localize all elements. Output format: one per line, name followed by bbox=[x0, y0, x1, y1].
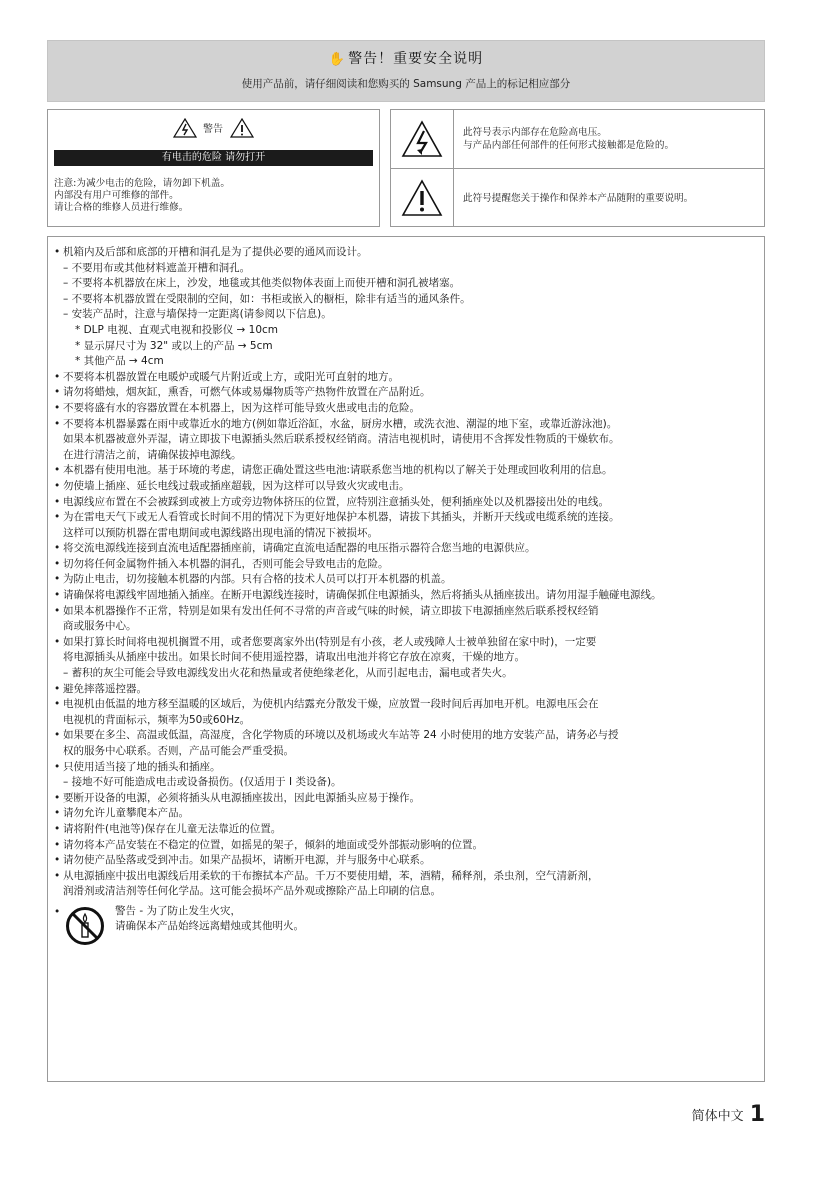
fire-warning-line: 请确保本产品始终远离蜡烛或其他明火。 bbox=[115, 919, 304, 932]
sub-item: * 其他产品 → 4cm bbox=[75, 355, 164, 368]
bullet-dot: • bbox=[54, 905, 61, 918]
page-number: 1 bbox=[749, 1102, 765, 1127]
bullet-continuation: 在进行清洁之前，请确保拔掉电源线。 bbox=[63, 448, 242, 461]
bullet-continuation: 如果本机器被意外弄湿，请立即拔下电源插头然后联系授权经销商。清洁电视机时，请使用不含挥发性物质的干燥软布。 bbox=[63, 433, 620, 446]
bullet-item: • 避免摔落遥控器。 bbox=[55, 682, 761, 698]
exclamation-warning-icon bbox=[230, 118, 254, 138]
lightning-icon-cell bbox=[391, 110, 454, 168]
caution-note: 内部没有用户可维修的部件。 bbox=[54, 190, 179, 202]
bullet-item: • 将交流电源线连接到直流电适配器插座前，请确定直流电适配器的电压指示器符合您当地的电源供应。 bbox=[55, 541, 761, 557]
bullet-item: • 为防止电击，切勿接触本机器的内部。只有合格的技术人员可以打开本机器的机盖。 bbox=[55, 572, 761, 588]
bullet-continuation: 这样可以预防机器在雷电期间或电源线路出现电涌的情况下被损坏。 bbox=[63, 526, 378, 539]
caution-notes bbox=[54, 178, 230, 215]
sub-item: – 不要将本机器放置在受限制的空间，如：书柜或嵌入的橱柜，除非有适当的通风条件。 bbox=[63, 292, 471, 305]
bullet-item: • 电视机由低温的地方移至温暖的区域后，为使机内结露充分散发干燥，应放置一段时间后再加电开机。电源电压会在 bbox=[55, 697, 761, 713]
lightning-symbol-row bbox=[391, 110, 764, 169]
sub-item: * 显示屏尺寸为 32" 或以上的产品 → 5cm bbox=[75, 339, 273, 352]
lightning-line: 与产品内部任何部件的任何形式接触都是危险的。 bbox=[463, 140, 675, 151]
sub-item: – 接地不好可能造成电击或设备损伤。(仅适用于 I 类设备)。 bbox=[63, 776, 342, 789]
bullet-continuation: 权的服务中心联系。否则，产品可能会严重受损。 bbox=[63, 745, 294, 757]
bullet-continuation: 商或服务中心。 bbox=[63, 620, 137, 633]
bullet-item: • 请将附件(电池等)保存在儿童无法靠近的位置。 bbox=[55, 822, 761, 838]
bullet-item: • 不要将盛有水的容器放置在本机器上，因为这样可能导致火患或电击的危险。 bbox=[55, 401, 761, 417]
sub-item: – 蓄积的灰尘可能会导致电源线发出火花和热量或者使绝缘老化，从而引起电击，漏电或者失火。 bbox=[63, 667, 513, 680]
bullet-item: • 要断开设备的电源，必须将插头从电源插座拔出，因此电源插头应易于操作。 bbox=[55, 791, 761, 807]
lightning-line: 此符号表示内部存在危险高电压。 bbox=[463, 127, 607, 138]
bullet-item: • 勿使墙上插座、延长电线过载或插座超载，因为这样可以导致火灾或电击。 bbox=[55, 479, 761, 495]
bullet-item: • 如果要在多尘、高温或低温，高湿度，含化学物质的环境以及机场或火车站等 24 小时使用的地方安装产品，请务必与授 bbox=[55, 728, 761, 744]
bullet-item: • 本机器有使用电池。基于环境的考虑，请您正确处置这些电池:请联系您当地的机构以了解关于处理或回收利用的信息。 bbox=[55, 463, 761, 479]
exclamation-symbol-row bbox=[391, 169, 764, 227]
bullet-item: • 只使用适当接了地的插头和插座。 bbox=[55, 760, 761, 776]
bullet-item: • 请勿使产品坠落或受到冲击。如果产品损坏，请断开电源，并与服务中心联系。 bbox=[55, 853, 761, 869]
lightning-triangle-icon bbox=[401, 120, 443, 158]
language-label: 简体中文 bbox=[691, 1109, 744, 1124]
bullet-item: • 机箱内及后部和底部的开槽和洞孔是为了提供必要的通风而设计。 bbox=[55, 245, 761, 261]
header-band bbox=[47, 40, 765, 102]
exclamation-icon-cell bbox=[391, 169, 454, 227]
bullet-item: • 电源线应布置在不会被踩到或被上方或旁边物体挤压的位置，应特别注意插头处，便利插座处以及机器接出处的电线。 bbox=[55, 495, 761, 511]
title-text: 警告！重要安全说明 bbox=[348, 51, 484, 67]
bullet-continuation: 电视机的背面标示，频率为50或60Hz。 bbox=[63, 713, 251, 726]
page-title bbox=[48, 48, 764, 68]
no-open-flame-icon bbox=[65, 906, 105, 946]
bullet-continuation: 将电源插头从插座中拔出。如果长时间不使用遥控器，请取出电池并将它存放在凉爽，干燥的地方。 bbox=[63, 651, 525, 664]
fire-warning-line: 警告 - 为了防止发生火灾， bbox=[115, 904, 241, 917]
safety-instructions-list bbox=[55, 245, 761, 946]
fire-warning bbox=[55, 904, 761, 946]
safety-instructions-box bbox=[47, 236, 765, 1082]
bullet-item: • 请确保将电源线牢固地插入插座。在断开电源线连接时，请确保抓住电源插头，然后将插头从插座拔出。请勿用湿手触碰电源线。 bbox=[55, 588, 761, 604]
bullet-item: • 不要将本机器放置在电暖炉或暖气片附近或上方，或阳光可直射的地方。 bbox=[55, 370, 761, 386]
bullet-item: • 切勿将任何金属物件插入本机器的洞孔，否则可能会导致电击的危险。 bbox=[55, 557, 761, 573]
bullet-item: • 为在雷电天气下或无人看管或长时间不用的情况下为更好地保护本机器，请拔下其插头，并断开天线或电缆系统的连接。 bbox=[55, 510, 761, 526]
sub-item: – 安装产品时，注意与墙保持一定距离(请参阅以下信息)。 bbox=[63, 308, 332, 321]
exclamation-description: 此符号提醒您关于操作和保养本产品随附的重要说明。 bbox=[463, 193, 694, 204]
shock-hazard-bar: 有电击的危险 请勿打开 bbox=[54, 150, 373, 166]
sub-item: – 不要用布或其他材料遮盖开槽和洞孔。 bbox=[63, 261, 251, 274]
caution-note: 注意:为减少电击的危险，请勿卸下机盖。 bbox=[54, 178, 230, 189]
caution-warning-label: 警告 bbox=[203, 124, 223, 135]
bullet-item: • 如果打算长时间将电视机搁置不用，或者您要离家外出(特别是有小孩，老人或残障人士被单独留在家中时)，一定要 bbox=[55, 635, 761, 651]
caution-warning-row bbox=[48, 110, 379, 140]
bullet-item: • 请勿将本产品安装在不稳定的位置，如摇晃的架子，倾斜的地面或受外部振动影响的位置。 bbox=[55, 838, 761, 854]
symbol-section bbox=[47, 109, 765, 227]
page-footer bbox=[692, 1102, 765, 1127]
bullet-continuation: 润滑剂或清洁剂等任何化学品。这可能会损坏产品外观或擦除产品上印刷的信息。 bbox=[63, 885, 441, 898]
bullet-item: • 如果本机器操作不正常，特别是如果有发出任何不寻常的声音或气味的时候，请立即拔下电源插座然后联系授权经销 bbox=[55, 604, 761, 620]
page-subtitle: 使用产品前，请仔细阅读和您购买的 Samsung 产品上的标记相应部分 bbox=[241, 78, 571, 90]
bullet-item: • 请勿将蜡烛，烟灰缸，熏香，可燃气体或易爆物质等产热物件放置在产品附近。 bbox=[55, 385, 761, 401]
lightning-warning-icon bbox=[173, 118, 197, 138]
exclamation-triangle-icon bbox=[401, 179, 443, 217]
hand-icon: ✋ bbox=[328, 52, 347, 67]
bullet-item: • 不要将本机器暴露在雨中或靠近水的地方(例如靠近浴缸，水盆，厨房水槽，或洗衣池、潮湿的地下室，或靠近游泳池)。 bbox=[55, 417, 761, 433]
bullet-item: • 请勿允许儿童攀爬本产品。 bbox=[55, 806, 761, 822]
sub-item: – 不要将本机器放在床上，沙发，地毯或其他类似物体表面上而使开槽和洞孔被堵塞。 bbox=[63, 277, 461, 290]
lightning-description bbox=[463, 126, 674, 152]
symbol-legend-box bbox=[390, 109, 765, 227]
caution-note: 请让合格的维修人员进行维修。 bbox=[54, 202, 189, 214]
bullet-item: • 从电源插座中拔出电源线后用柔软的干布擦拭本产品。千万不要使用蜡，苯，酒精，稀释剂，杀虫剂，空气清新剂， bbox=[55, 869, 761, 885]
caution-label-box bbox=[47, 109, 380, 227]
sub-item: * DLP 电视、直观式电视和投影仪 → 10cm bbox=[75, 323, 279, 336]
